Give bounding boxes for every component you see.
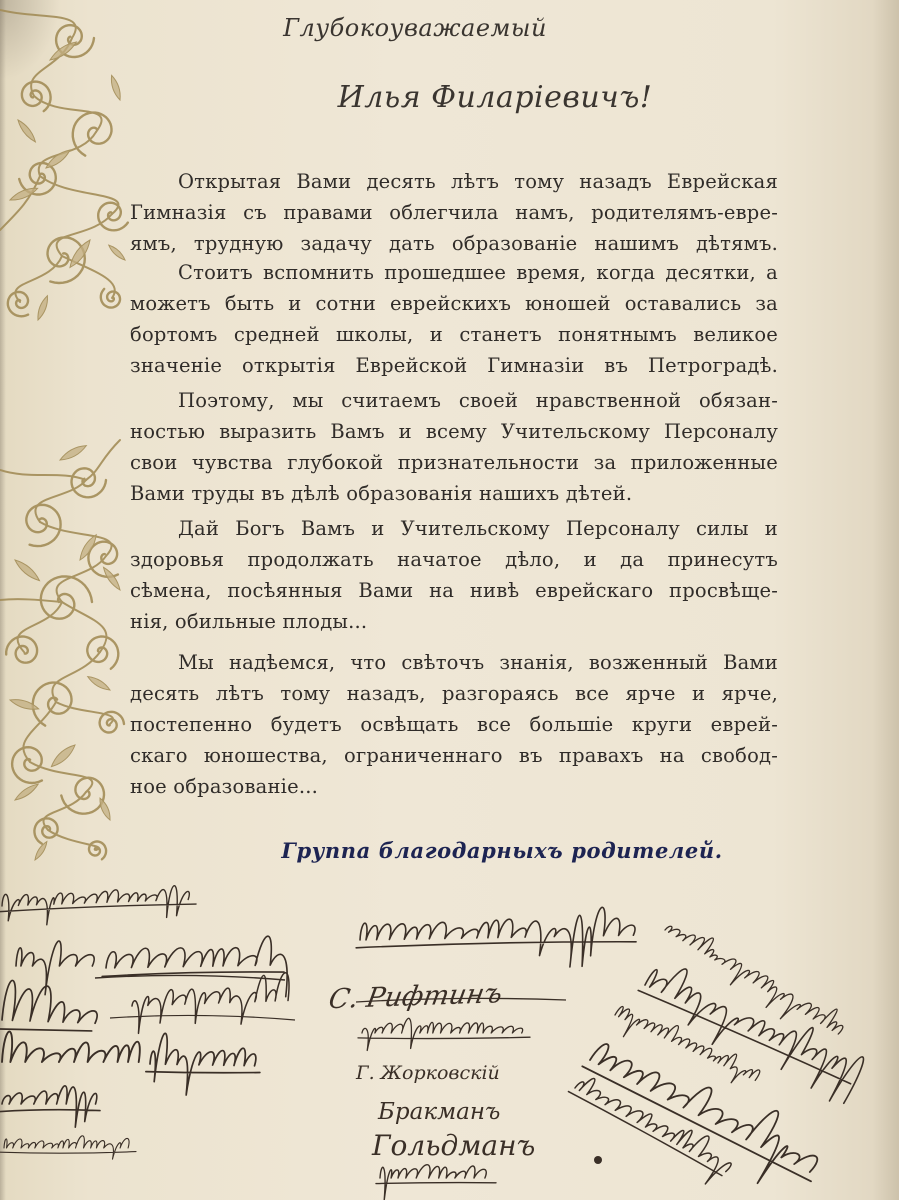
letter-line: Поэтому, мы считаемъ своей нравственной обязан- bbox=[178, 389, 778, 412]
letter-line: ямъ, трудную задачу дать образованіе нашимъ дѣтямъ. bbox=[130, 232, 778, 255]
salutation-name: Илья Филаріевичъ! bbox=[337, 80, 653, 115]
letter-line: значеніе открытія Еврейской Гимназіи въ Петроградѣ. bbox=[130, 354, 778, 377]
ink-blot bbox=[594, 1156, 602, 1164]
letter-line: бортомъ средней школы, и станетъ понятнымъ великое bbox=[130, 323, 778, 346]
signature-scribble bbox=[0, 980, 98, 1032]
letter-line: ностью выразить Вамъ и всему Учительскому Персоналу bbox=[130, 420, 778, 443]
letter-line: Дай Богъ Вамъ и Учительскому Персоналу силы и bbox=[178, 517, 778, 540]
signature-scribble bbox=[356, 907, 637, 971]
salutation-line-1: Глубокоуважаемый bbox=[283, 14, 547, 42]
signature-scribble bbox=[608, 1000, 763, 1096]
letter-line: сѣмена, посѣянныя Вами на нивѣ еврейскаго просвѣще- bbox=[130, 579, 778, 602]
signature-underline bbox=[110, 1015, 295, 1020]
letter-line: Открытая Вами десять лѣтъ тому назадъ Еврейская bbox=[178, 170, 778, 193]
closing-signature-line: Группа благодарныхъ родителей. bbox=[281, 838, 723, 863]
signature-scribble bbox=[376, 1165, 496, 1200]
signature-scribble bbox=[0, 1136, 136, 1159]
letter-line: постепенно будетъ освѣщать все большіе круги еврей- bbox=[130, 713, 778, 736]
signature-scribble bbox=[101, 936, 287, 1000]
signature-scribble bbox=[0, 1086, 100, 1127]
signature-text: Гольдманъ bbox=[372, 1129, 536, 1162]
letter-line: Мы надѣемся, что свѣточъ знанія, возженный Вами bbox=[178, 651, 778, 674]
letter-line: Стоитъ вспомнить прошедшее время, когда десятки, а bbox=[178, 261, 778, 284]
letter-line: свои чувства глубокой признательности за приложенные bbox=[130, 451, 778, 474]
signature-scribble bbox=[656, 912, 849, 1049]
signature-scribble bbox=[145, 1033, 260, 1096]
letter-line: ное образованіе... bbox=[130, 775, 319, 798]
letter-line: Гимназія съ правами облегчила намъ, родителямъ-евре- bbox=[130, 201, 778, 224]
letter-line: Вами труды въ дѣлѣ образованія нашихъ дѣтей. bbox=[130, 482, 633, 505]
signature-scribble bbox=[16, 941, 94, 995]
signature-text: Г. Жорковскій bbox=[356, 1062, 500, 1084]
letter-line: скаго юношества, ограниченнаго въ правахъ на свобод- bbox=[130, 744, 778, 767]
signature-underline bbox=[95, 975, 285, 980]
signature-scribble bbox=[2, 1032, 140, 1062]
letter-line: нія, обильные плоды... bbox=[130, 610, 368, 633]
signature-text: Бракманъ bbox=[378, 1099, 501, 1125]
signature-text: С. Рифтинъ bbox=[326, 978, 505, 1016]
signature-scribble bbox=[131, 973, 291, 1034]
signature-scribble bbox=[358, 1018, 530, 1050]
signature-scribble bbox=[0, 885, 197, 927]
signature-scribble bbox=[561, 1066, 737, 1190]
letter-line: десять лѣтъ тому назадъ, разгораясь все ярче и ярче, bbox=[130, 682, 778, 705]
letter-line: здоровья продолжать начатое дѣло, и да принесутъ bbox=[130, 548, 778, 571]
letter-line: можетъ быть и сотни еврейскихъ юношей оставались за bbox=[130, 292, 778, 315]
